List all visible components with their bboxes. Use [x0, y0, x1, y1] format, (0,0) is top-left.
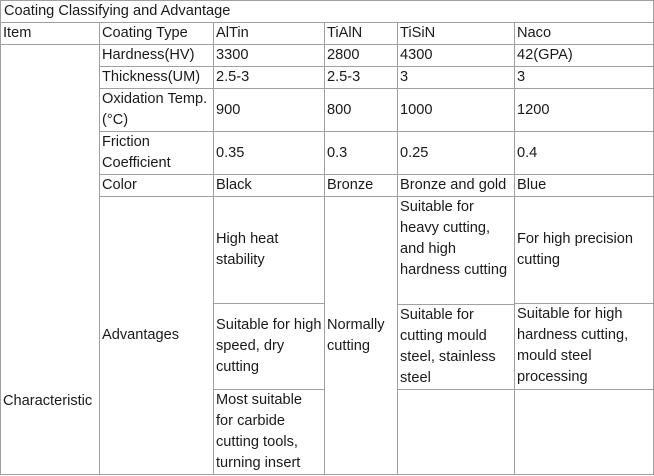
- color-naco: Blue: [515, 175, 654, 197]
- altin-advantage-3: Most suitable for carbide cutting tools, turning insert: [214, 390, 325, 475]
- oxidation-naco: 1200: [515, 89, 654, 132]
- friction-naco: 0.4: [515, 132, 654, 175]
- thickness-tisin: 3: [398, 67, 515, 89]
- tisin-empty-cell: [398, 390, 515, 475]
- hardness-row: [1, 45, 654, 67]
- color-tialn: Bronze: [325, 175, 398, 197]
- tisin-advantage-2: Suitable for cutting mould steel, stainless steel: [398, 305, 515, 390]
- hardness-tialn: 2800: [325, 45, 398, 67]
- title-row: [1, 1, 654, 23]
- naco-advantage-2: Suitable for high hardness cutting, mould steel processing: [515, 304, 654, 390]
- header-tisin: TiSiN: [398, 23, 515, 45]
- naco-empty-cell: [515, 390, 654, 475]
- color-altin: Black: [214, 175, 325, 197]
- oxidation-tisin: 1000: [398, 89, 515, 132]
- hardness-naco: 42(GPA): [515, 45, 654, 67]
- friction-label: Friction Coefficient: [100, 132, 214, 175]
- naco-advantage-1: For high precision cutting: [515, 197, 654, 304]
- altin-advantage-1: High heat stability: [214, 197, 325, 304]
- hardness-label: Hardness(HV): [100, 45, 214, 67]
- tialn-advantage: Normally cutting: [325, 197, 398, 475]
- oxidation-tialn: 800: [325, 89, 398, 132]
- thickness-altin: 2.5-3: [214, 67, 325, 89]
- header-altin: AlTin: [214, 23, 325, 45]
- thickness-naco: 3: [515, 67, 654, 89]
- oxidation-label: Oxidation Temp.(°C): [100, 89, 214, 132]
- color-label: Color: [100, 175, 214, 197]
- header-item: Item: [1, 23, 100, 45]
- header-naco: Naco: [515, 23, 654, 45]
- header-row: [1, 23, 654, 45]
- table-title: Coating Classifying and Advantage: [1, 1, 654, 23]
- altin-advantage-2: Suitable for high speed, dry cutting: [214, 304, 325, 390]
- characteristic-label: Characteristic: [1, 45, 100, 475]
- color-tisin: Bronze and gold: [398, 175, 515, 197]
- hardness-altin: 3300: [214, 45, 325, 67]
- friction-altin: 0.35: [214, 132, 325, 175]
- oxidation-altin: 900: [214, 89, 325, 132]
- friction-tialn: 0.3: [325, 132, 398, 175]
- tisin-advantage-1: Suitable for heavy cutting, and high hardness cutting: [398, 197, 515, 305]
- thickness-tialn: 2.5-3: [325, 67, 398, 89]
- header-tialn: TiAlN: [325, 23, 398, 45]
- header-coating-type: Coating Type: [100, 23, 214, 45]
- hardness-tisin: 4300: [398, 45, 515, 67]
- friction-tisin: 0.25: [398, 132, 515, 175]
- advantages-label: Advantages: [100, 197, 214, 475]
- thickness-label: Thickness(UM): [100, 67, 214, 89]
